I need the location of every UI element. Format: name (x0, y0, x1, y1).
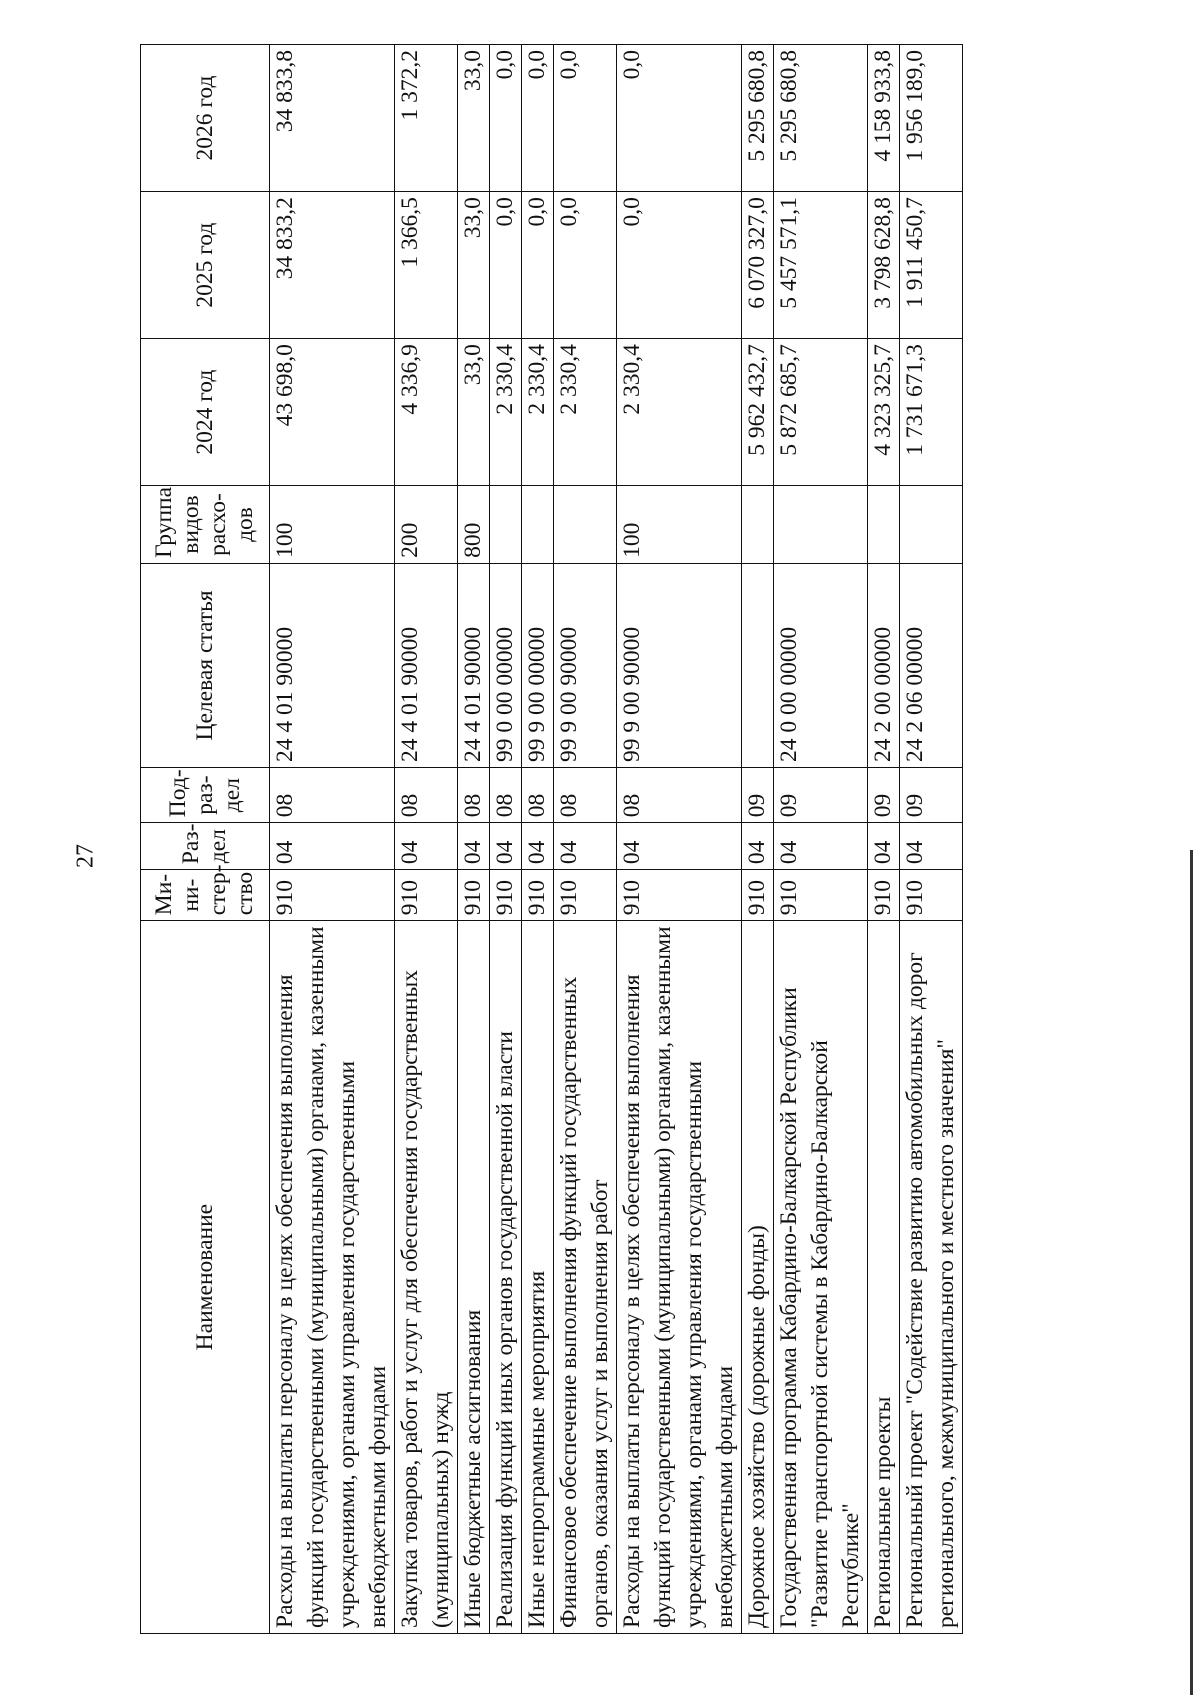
table-row (270, 45, 395, 1634)
header-ministry: Ми- ни- стер- ство (141, 870, 270, 921)
row-ministry: 910 (522, 870, 554, 921)
row-section: 04 (900, 823, 963, 870)
row-group (900, 486, 963, 564)
row-2026: 0,0 (617, 45, 742, 192)
row-name: Иные непрограммные мероприятия (522, 921, 554, 1634)
row-ministry: 910 (554, 870, 617, 921)
scan-edge-line (1190, 850, 1193, 1695)
row-section: 04 (554, 823, 617, 870)
row-ministry: 910 (270, 870, 395, 921)
table-row (395, 45, 458, 1634)
row-group: 100 (617, 486, 742, 564)
table-header-row (141, 45, 270, 1634)
row-subsection: 08 (554, 768, 617, 823)
row-section: 04 (774, 823, 868, 870)
table-row (490, 45, 522, 1634)
row-ministry: 910 (617, 870, 742, 921)
row-2026: 1 372,2 (395, 45, 458, 192)
rotated-page-content (140, 44, 1100, 1634)
row-2026: 0,0 (554, 45, 617, 192)
row-2024: 1 731 671,3 (900, 339, 963, 486)
row-name: Расходы на выплаты персоналу в целях обеспечения выполнения функций государственными (муниципальными) органами, казенными учреждениями, органами управления государственными внебюджетными фондами (270, 921, 395, 1634)
row-subsection: 09 (868, 768, 900, 823)
row-group (774, 486, 868, 564)
row-subsection: 08 (458, 768, 490, 823)
row-2025: 33,0 (458, 192, 490, 339)
row-2025: 3 798 628,8 (868, 192, 900, 339)
row-section: 04 (270, 823, 395, 870)
row-ministry: 910 (490, 870, 522, 921)
row-section: 04 (742, 823, 774, 870)
row-subsection: 08 (270, 768, 395, 823)
row-subsection: 08 (617, 768, 742, 823)
row-target: 24 2 06 00000 (900, 563, 963, 767)
row-2026: 5 295 680,8 (774, 45, 868, 192)
row-2026: 1 956 189,0 (900, 45, 963, 192)
table-row (522, 45, 554, 1634)
row-target: 99 9 00 90000 (554, 563, 617, 767)
header-target: Целевая статья (141, 563, 270, 767)
table-row (774, 45, 868, 1634)
row-subsection: 09 (742, 768, 774, 823)
row-group: 200 (395, 486, 458, 564)
row-2026: 0,0 (490, 45, 522, 192)
row-target: 24 2 00 00000 (868, 563, 900, 767)
row-2024: 33,0 (458, 339, 490, 486)
row-2024: 2 330,4 (522, 339, 554, 486)
row-2025: 1 911 450,7 (900, 192, 963, 339)
row-2026: 4 158 933,8 (868, 45, 900, 192)
row-2024: 4 323 325,7 (868, 339, 900, 486)
row-section: 04 (395, 823, 458, 870)
row-group (490, 486, 522, 564)
header-subsection: Под- раз- дел (141, 768, 270, 823)
row-subsection: 08 (522, 768, 554, 823)
row-section: 04 (868, 823, 900, 870)
row-group (868, 486, 900, 564)
row-2024: 5 872 685,7 (774, 339, 868, 486)
row-name: Региональный проект "Содействие развитию автомобильных дорог регионального, межмуниципального и местного значения" (900, 921, 963, 1634)
row-2024: 43 698,0 (270, 339, 395, 486)
row-2025: 0,0 (617, 192, 742, 339)
row-target: 24 4 01 90000 (458, 563, 490, 767)
row-group (554, 486, 617, 564)
row-name: Региональные проекты (868, 921, 900, 1634)
row-target: 99 9 00 00000 (522, 563, 554, 767)
row-2025: 34 833,2 (270, 192, 395, 339)
row-ministry: 910 (774, 870, 868, 921)
row-name: Финансовое обеспечение выполнения функций государственных органов, оказания услуг и выполнения работ (554, 921, 617, 1634)
row-target: 24 4 01 90000 (395, 563, 458, 767)
row-ministry: 910 (458, 870, 490, 921)
row-ministry: 910 (395, 870, 458, 921)
row-subsection: 09 (900, 768, 963, 823)
table-row (554, 45, 617, 1634)
row-target (742, 563, 774, 767)
row-target: 99 0 00 00000 (490, 563, 522, 767)
header-2025: 2025 год (141, 192, 270, 339)
header-2024: 2024 год (141, 339, 270, 486)
header-name: Наименование (141, 921, 270, 1634)
row-subsection: 08 (395, 768, 458, 823)
row-section: 04 (490, 823, 522, 870)
row-2025: 1 366,5 (395, 192, 458, 339)
row-name: Иные бюджетные ассигнования (458, 921, 490, 1634)
row-2026: 5 295 680,8 (742, 45, 774, 192)
header-section: Раз- дел (141, 823, 270, 870)
row-subsection: 09 (774, 768, 868, 823)
row-2026: 34 833,8 (270, 45, 395, 192)
row-name: Расходы на выплаты персоналу в целях обеспечения выполнения функций государственными (муниципальными) органами, казенными учреждениями, органами управления государственными внебюджетными фондами (617, 921, 742, 1634)
row-ministry: 910 (868, 870, 900, 921)
table-row (900, 45, 963, 1634)
budget-table (140, 44, 963, 1634)
row-2025: 0,0 (554, 192, 617, 339)
row-2025: 0,0 (522, 192, 554, 339)
row-2025: 6 070 327,0 (742, 192, 774, 339)
row-name: Закупка товаров, работ и услуг для обеспечения государственных (муниципальных) нужд (395, 921, 458, 1634)
row-section: 04 (522, 823, 554, 870)
header-2026: 2026 год (141, 45, 270, 192)
row-ministry: 910 (900, 870, 963, 921)
row-name: Государственная программа Кабардино-Балкарской Республики "Развитие транспортной системы в Кабардино-Балкарской Республике" (774, 921, 868, 1634)
row-2024: 2 330,4 (490, 339, 522, 486)
header-group: Группа видов расхо- дов (141, 486, 270, 564)
row-2024: 2 330,4 (554, 339, 617, 486)
row-subsection: 08 (490, 768, 522, 823)
row-2024: 5 962 432,7 (742, 339, 774, 486)
row-name: Реализация функций иных органов государственной власти (490, 921, 522, 1634)
row-group: 800 (458, 486, 490, 564)
row-section: 04 (458, 823, 490, 870)
row-ministry: 910 (742, 870, 774, 921)
row-2025: 5 457 571,1 (774, 192, 868, 339)
table-row (458, 45, 490, 1634)
row-section: 04 (617, 823, 742, 870)
row-target: 99 9 00 90000 (617, 563, 742, 767)
row-group (522, 486, 554, 564)
row-2025: 0,0 (490, 192, 522, 339)
page-number: 27 (72, 844, 99, 868)
row-target: 24 0 00 00000 (774, 563, 868, 767)
row-name: Дорожное хозяйство (дорожные фонды) (742, 921, 774, 1634)
table-row (617, 45, 742, 1634)
row-group (742, 486, 774, 564)
table-row (868, 45, 900, 1634)
row-target: 24 4 01 90000 (270, 563, 395, 767)
row-2024: 2 330,4 (617, 339, 742, 486)
row-2026: 0,0 (522, 45, 554, 192)
row-group: 100 (270, 486, 395, 564)
row-2026: 33,0 (458, 45, 490, 192)
table-row (742, 45, 774, 1634)
row-2024: 4 336,9 (395, 339, 458, 486)
